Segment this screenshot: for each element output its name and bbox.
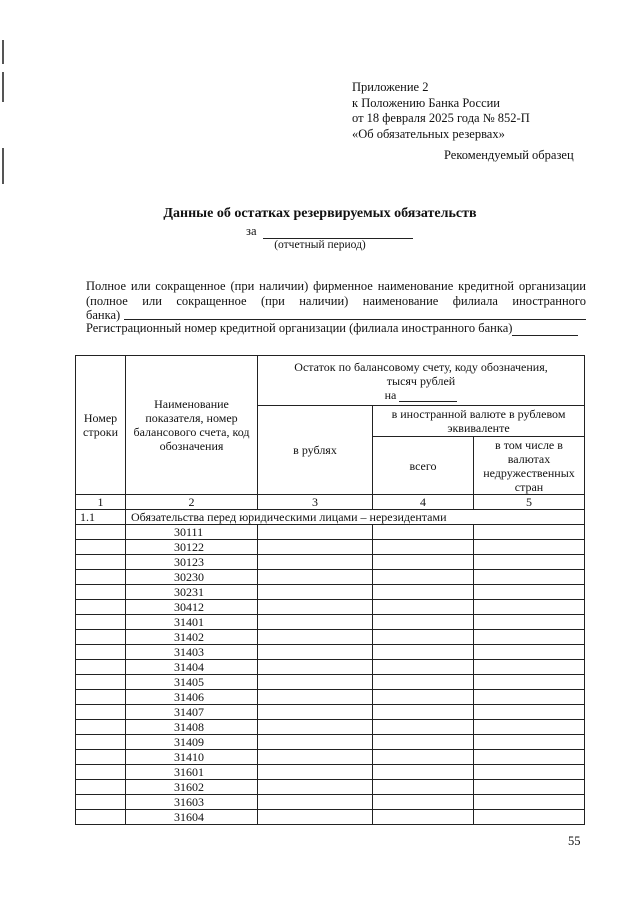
table-row [76,660,585,675]
column-number: 1 [76,495,126,510]
row-number-cell [76,645,126,660]
header-balance-date [278,388,564,402]
header-fx: в иностранной валюте в рублевом эквиваленте [373,406,585,437]
fx-total-value-cell [373,780,474,795]
fx-total-value-cell [373,795,474,810]
table-row [76,525,585,540]
rub-value-cell [258,795,373,810]
rub-value-cell [258,675,373,690]
account-code-cell: 31601 [126,765,258,780]
account-code-cell: 31401 [126,615,258,630]
period-note: (отчетный период) [274,239,366,251]
header-balance [258,356,585,406]
row-number-cell [76,540,126,555]
scan-mark [2,148,4,184]
page-number: 55 [568,834,581,848]
appendix-line: Приложение 2 [352,80,429,94]
org-name-fill-line [124,319,586,320]
rub-value-cell [258,540,373,555]
row-number-cell [76,525,126,540]
table-row [76,615,585,630]
account-code-cell: 30122 [126,540,258,555]
rub-value-cell [258,630,373,645]
row-number-cell [76,585,126,600]
fx-total-value-cell [373,585,474,600]
fx-total-value-cell [373,630,474,645]
table-row [76,735,585,750]
rub-value-cell [258,525,373,540]
row-number-cell [76,735,126,750]
row-number-cell [76,615,126,630]
rub-value-cell [258,645,373,660]
fx-total-value-cell [373,765,474,780]
table-row [76,690,585,705]
rub-value-cell [258,735,373,750]
account-code-cell: 30231 [126,585,258,600]
fx-nonfriendly-value-cell [474,780,585,795]
rub-value-cell [258,600,373,615]
fx-nonfriendly-value-cell [474,720,585,735]
row-number-cell [76,765,126,780]
balance-date-line [399,390,457,402]
fx-total-value-cell [373,735,474,750]
table-row [76,780,585,795]
rub-value-cell [258,705,373,720]
row-number-cell [76,720,126,735]
rub-value-cell [258,810,373,825]
header-rub: в рублях [258,406,373,495]
rub-value-cell [258,585,373,600]
fx-nonfriendly-value-cell [474,555,585,570]
appendix-block [352,80,530,142]
row-number-cell [76,750,126,765]
fx-total-value-cell [373,705,474,720]
header-indicator: Наименование показателя, номер балансового счета, код обозначения [126,356,258,495]
fx-nonfriendly-value-cell [474,735,585,750]
section-label: Обязательства перед юридическими лицами – нерезидентами [126,510,585,525]
rub-value-cell [258,720,373,735]
rub-value-cell [258,570,373,585]
account-code-cell: 31602 [126,780,258,795]
row-number-cell [76,705,126,720]
fx-nonfriendly-value-cell [474,810,585,825]
fx-nonfriendly-value-cell [474,570,585,585]
row-number-cell [76,555,126,570]
account-code-cell: 30123 [126,555,258,570]
header-fx-total: всего [373,437,474,495]
account-code-cell: 31406 [126,690,258,705]
table-row [76,570,585,585]
fx-total-value-cell [373,720,474,735]
rub-value-cell [258,750,373,765]
registration-fill-line [512,323,578,336]
fx-nonfriendly-value-cell [474,765,585,780]
fx-nonfriendly-value-cell [474,540,585,555]
account-code-cell: 31603 [126,795,258,810]
fx-nonfriendly-value-cell [474,660,585,675]
table-row [76,585,585,600]
table-row [76,795,585,810]
rub-value-cell [258,555,373,570]
account-code-cell: 30111 [126,525,258,540]
row-number-cell [76,690,126,705]
registration-label: Регистрационный номер кредитной организации (филиала иностранного банка) [86,321,513,335]
row-number-cell [76,630,126,645]
fx-total-value-cell [373,525,474,540]
appendix-line: «Об обязательных резервах» [352,126,505,141]
fx-nonfriendly-value-cell [474,705,585,720]
account-code-cell: 31407 [126,705,258,720]
account-code-cell: 30230 [126,570,258,585]
fx-total-value-cell [373,570,474,585]
rub-value-cell [258,690,373,705]
table-row [76,540,585,555]
fx-total-value-cell [373,690,474,705]
org-name-text-last: банка) [86,308,121,322]
fx-total-value-cell [373,750,474,765]
table-row [76,555,585,570]
fx-total-value-cell [373,675,474,690]
period-row [246,224,413,239]
document-title: Данные об остатках резервируемых обязательств [163,206,477,221]
row-number-cell [76,795,126,810]
rub-value-cell [258,765,373,780]
table-row [76,705,585,720]
fx-total-value-cell [373,615,474,630]
header-fx-nonfriendly: в том числе в валютах недружественных стран [474,437,585,495]
fx-nonfriendly-value-cell [474,615,585,630]
appendix-line: от 18 февраля 2025 года № 852-П [352,111,530,125]
header-balance-on: на [384,387,397,402]
table-row [76,630,585,645]
rub-value-cell [258,615,373,630]
row-number-cell [76,675,126,690]
row-number-cell [76,570,126,585]
rub-value-cell [258,780,373,795]
account-code-cell: 31405 [126,675,258,690]
table-row [76,675,585,690]
account-code-cell: 30412 [126,600,258,615]
period-prefix: за [246,224,257,238]
header-balance-title: Остаток по балансовому счету, коду обозначения, тысяч рублей [294,359,548,388]
fx-total-value-cell [373,660,474,675]
table-row [76,765,585,780]
column-number: 4 [373,495,474,510]
row-number-cell [76,780,126,795]
fx-total-value-cell [373,555,474,570]
header-row-number: Номер строки [76,356,126,495]
fx-nonfriendly-value-cell [474,585,585,600]
table-row [76,810,585,825]
table-row [76,600,585,615]
reserve-liabilities-table [75,355,585,825]
recommended-label: Рекомендуемый образец [444,148,574,162]
account-code-cell: 31404 [126,660,258,675]
table-row [76,720,585,735]
fx-nonfriendly-value-cell [474,600,585,615]
fx-total-value-cell [373,810,474,825]
table-row [76,645,585,660]
account-code-cell: 31402 [126,630,258,645]
account-code-cell: 31410 [126,750,258,765]
fx-nonfriendly-value-cell [474,690,585,705]
appendix-line: к Положению Банка России [352,95,500,110]
fx-nonfriendly-value-cell [474,675,585,690]
fx-nonfriendly-value-cell [474,630,585,645]
account-code-cell: 31403 [126,645,258,660]
account-code-cell: 31409 [126,735,258,750]
registration-row [86,321,578,336]
fx-nonfriendly-value-cell [474,750,585,765]
fx-total-value-cell [373,540,474,555]
row-number-cell [76,810,126,825]
period-fill-line [263,226,413,239]
row-number-cell [76,600,126,615]
rub-value-cell [258,660,373,675]
account-code-cell: 31408 [126,720,258,735]
fx-total-value-cell [373,645,474,660]
scan-mark [2,40,4,64]
fx-nonfriendly-value-cell [474,645,585,660]
account-code-cell: 31604 [126,810,258,825]
fx-nonfriendly-value-cell [474,525,585,540]
fx-nonfriendly-value-cell [474,795,585,810]
table-row [76,750,585,765]
column-number: 5 [474,495,585,510]
column-number: 2 [126,495,258,510]
column-number: 3 [258,495,373,510]
org-name-text: Полное или сокращенное (при наличии) фирменное наименование кредитной организации (полное или сокращенное (при наличии) наименование филиала иностранного [86,279,586,308]
row-number-cell [76,660,126,675]
section-number: 1.1 [76,510,126,525]
fx-total-value-cell [373,600,474,615]
scan-mark [2,72,4,102]
